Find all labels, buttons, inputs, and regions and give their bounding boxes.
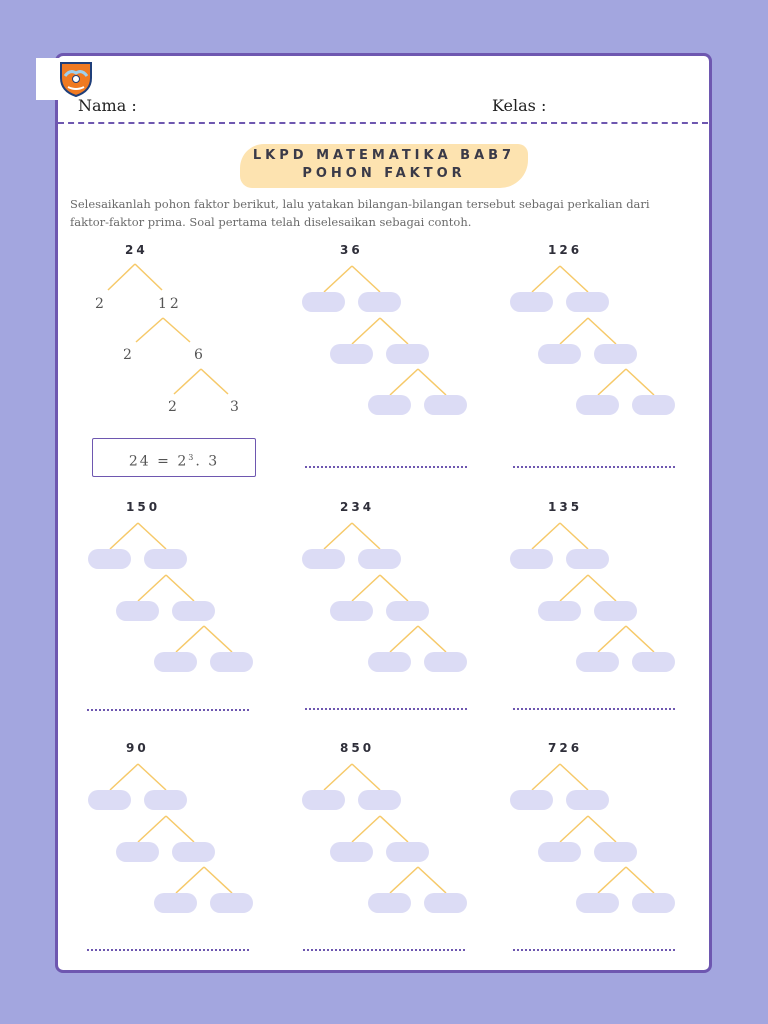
blank-factor-box[interactable]: [172, 601, 215, 621]
example-leaf-r2: 6: [194, 347, 203, 363]
problem-number: 234: [340, 500, 375, 514]
blank-factor-box[interactable]: [358, 292, 401, 312]
example-leaf-l2: 2: [123, 347, 132, 363]
branch: [110, 523, 138, 549]
branch: [176, 626, 204, 652]
problem-number: 150: [126, 500, 161, 514]
blank-factor-box[interactable]: [538, 842, 581, 862]
branch: [324, 764, 352, 790]
branch: [560, 764, 588, 790]
blank-factor-box[interactable]: [330, 601, 373, 621]
answer-lhs: 24: [128, 453, 151, 470]
factor-tree-6: [88, 736, 288, 926]
name-label: Nama :: [78, 96, 137, 115]
blank-factor-box[interactable]: [368, 652, 411, 672]
blank-factor-box[interactable]: [424, 395, 467, 415]
blank-factor-box[interactable]: [116, 842, 159, 862]
example-leaf-l3: 2: [168, 399, 177, 415]
blank-factor-box[interactable]: [510, 292, 553, 312]
blank-factor-box[interactable]: [172, 842, 215, 862]
blank-factor-box[interactable]: [368, 893, 411, 913]
blank-factor-box[interactable]: [88, 790, 131, 810]
branch: [324, 266, 352, 292]
branch: [324, 523, 352, 549]
answer-eq: =: [157, 453, 171, 470]
branch: [598, 867, 626, 893]
branch: [138, 816, 166, 842]
answer-line-7[interactable]: [303, 949, 465, 951]
class-label: Kelas :: [492, 96, 547, 115]
problem-number: 126: [548, 243, 583, 257]
branch: [390, 867, 418, 893]
branch: [166, 575, 194, 601]
answer-line-2[interactable]: [513, 466, 675, 468]
blank-factor-box[interactable]: [210, 893, 253, 913]
blank-factor-box[interactable]: [538, 344, 581, 364]
blank-factor-box[interactable]: [632, 395, 675, 415]
branch: [201, 369, 228, 394]
branch: [163, 318, 190, 342]
school-crest-icon: [59, 60, 93, 98]
blank-factor-box[interactable]: [358, 549, 401, 569]
branch: [174, 369, 201, 394]
blank-factor-box[interactable]: [386, 344, 429, 364]
branch: [108, 264, 135, 290]
answer-line-3[interactable]: [87, 709, 249, 711]
branch: [626, 626, 654, 652]
factor-tree-2: [510, 238, 710, 428]
branch: [380, 575, 408, 601]
problem-number: 726: [548, 741, 583, 755]
branch: [560, 523, 588, 549]
branch: [135, 264, 162, 290]
branch: [380, 318, 408, 344]
blank-factor-box[interactable]: [576, 893, 619, 913]
branch: [352, 266, 380, 292]
branch: [626, 369, 654, 395]
branch: [352, 523, 380, 549]
blank-factor-box[interactable]: [302, 292, 345, 312]
blank-factor-box[interactable]: [154, 652, 197, 672]
answer-base: 2: [177, 453, 189, 470]
example-leaf-l1: 2: [95, 296, 104, 312]
blank-factor-box[interactable]: [330, 344, 373, 364]
blank-factor-box[interactable]: [88, 549, 131, 569]
blank-factor-box[interactable]: [594, 842, 637, 862]
factor-tree-1: [302, 238, 502, 428]
factor-tree-3: [88, 495, 288, 685]
blank-factor-box[interactable]: [368, 395, 411, 415]
branch: [588, 816, 616, 842]
blank-factor-box[interactable]: [302, 790, 345, 810]
blank-factor-box[interactable]: [154, 893, 197, 913]
answer-rest: 3: [208, 453, 220, 470]
branch: [138, 764, 166, 790]
branch: [560, 318, 588, 344]
instructions-text: Selesaikanlah pohon faktor berikut, lalu yatakan bilangan-bilangan tersebut sebagai perkalian dari faktor-faktor prima. Soal pertama telah diselesaikan sebagai contoh.: [70, 197, 650, 229]
example-answer-box: [92, 438, 256, 477]
example-leaf-r3: 3: [230, 399, 239, 415]
answer-line-6[interactable]: [87, 949, 249, 951]
branch: [598, 626, 626, 652]
blank-factor-box[interactable]: [576, 395, 619, 415]
factor-tree-8: [510, 736, 710, 926]
problem-number: 36: [340, 243, 363, 257]
blank-factor-box[interactable]: [538, 601, 581, 621]
blank-factor-box[interactable]: [386, 601, 429, 621]
branch: [390, 626, 418, 652]
example-leaf-r1: 12: [158, 296, 182, 312]
blank-factor-box[interactable]: [566, 292, 609, 312]
blank-factor-box[interactable]: [510, 549, 553, 569]
problem-number: 850: [340, 741, 375, 755]
blank-factor-box[interactable]: [144, 549, 187, 569]
problem-number: 135: [548, 500, 583, 514]
branch: [176, 867, 204, 893]
example-factor-tree: [80, 238, 280, 428]
branch: [390, 369, 418, 395]
branch: [138, 523, 166, 549]
blank-factor-box[interactable]: [424, 652, 467, 672]
answer-line-1[interactable]: [305, 466, 467, 468]
branch: [352, 575, 380, 601]
title-line-2: POHON FAKTOR: [302, 166, 466, 181]
branch: [110, 764, 138, 790]
blank-factor-box[interactable]: [566, 549, 609, 569]
branch: [532, 523, 560, 549]
branch: [418, 369, 446, 395]
example-number: 24: [125, 243, 148, 257]
branch: [136, 318, 163, 342]
branch: [532, 764, 560, 790]
branch: [352, 816, 380, 842]
problem-number: 90: [126, 741, 149, 755]
blank-factor-box[interactable]: [510, 790, 553, 810]
blank-factor-box[interactable]: [116, 601, 159, 621]
header-divider: [58, 122, 708, 124]
blank-factor-box[interactable]: [386, 842, 429, 862]
blank-factor-box[interactable]: [632, 652, 675, 672]
branch: [588, 318, 616, 344]
branch: [598, 369, 626, 395]
blank-factor-box[interactable]: [594, 344, 637, 364]
title-banner: [240, 140, 528, 192]
answer-dot: .: [195, 453, 202, 470]
blank-factor-box[interactable]: [566, 790, 609, 810]
blank-factor-box[interactable]: [144, 790, 187, 810]
blank-factor-box[interactable]: [210, 652, 253, 672]
answer-line-8[interactable]: [513, 949, 675, 951]
branch: [380, 816, 408, 842]
answer-line-5[interactable]: [513, 708, 675, 710]
branch: [418, 626, 446, 652]
factor-tree-4: [302, 495, 502, 685]
branch: [352, 318, 380, 344]
branch: [532, 266, 560, 292]
blank-factor-box[interactable]: [594, 601, 637, 621]
branch: [204, 867, 232, 893]
branch: [166, 816, 194, 842]
branch: [204, 626, 232, 652]
branch: [352, 764, 380, 790]
blank-factor-box[interactable]: [302, 549, 345, 569]
factor-tree-5: [510, 495, 710, 685]
branch: [138, 575, 166, 601]
blank-factor-box[interactable]: [632, 893, 675, 913]
branch: [418, 867, 446, 893]
branch: [588, 575, 616, 601]
blank-factor-box[interactable]: [330, 842, 373, 862]
blank-factor-box[interactable]: [424, 893, 467, 913]
branch: [560, 266, 588, 292]
branch: [626, 867, 654, 893]
factor-tree-7: [302, 736, 502, 926]
title-line-1: LKPD MATEMATIKA BAB7: [252, 148, 516, 163]
branch: [560, 575, 588, 601]
logo-box: [36, 58, 96, 100]
blank-factor-box[interactable]: [576, 652, 619, 672]
blank-factor-box[interactable]: [358, 790, 401, 810]
answer-line-4[interactable]: [305, 708, 467, 710]
branch: [560, 816, 588, 842]
answer-exponent: 3: [188, 453, 196, 462]
